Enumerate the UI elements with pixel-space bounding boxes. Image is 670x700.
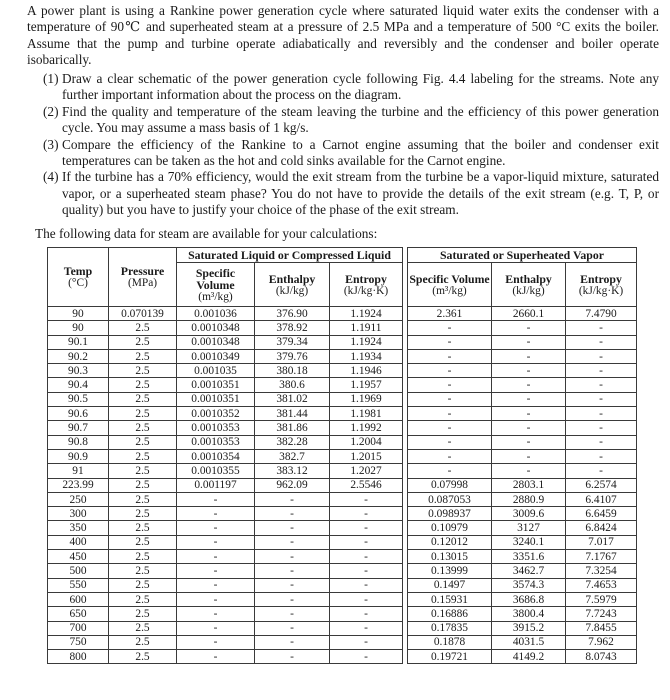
cell-liquid-volume: 0.0010349 <box>177 349 255 363</box>
cell-liquid-entropy: 1.2015 <box>330 449 403 463</box>
cell-vapor-volume: 0.098937 <box>408 507 492 521</box>
cell-vapor-volume: - <box>408 407 492 421</box>
cell-liquid-enthalpy: - <box>255 621 330 635</box>
cell-liquid-volume: - <box>177 564 255 578</box>
question-number: (2) <box>43 103 59 119</box>
cell-vapor-enthalpy: 4149.2 <box>492 650 566 664</box>
cell-liquid-enthalpy: - <box>255 521 330 535</box>
cell-liquid-enthalpy: - <box>255 492 330 506</box>
cell-pressure: 2.5 <box>109 421 177 435</box>
header-unit: (kJ/kg·K) <box>578 284 624 297</box>
cell-liquid-enthalpy: - <box>255 650 330 664</box>
cell-temp: 750 <box>48 635 109 649</box>
cell-temp: 450 <box>48 550 109 564</box>
table-body <box>48 307 637 664</box>
cell-liquid-volume: 0.0010353 <box>177 435 255 449</box>
cell-vapor-enthalpy: - <box>492 407 566 421</box>
cell-vapor-entropy: 6.8424 <box>566 521 637 535</box>
cell-pressure: 2.5 <box>109 407 177 421</box>
header-label: Pressure <box>120 264 165 278</box>
table-row <box>48 464 637 478</box>
cell-temp: 90.6 <box>48 407 109 421</box>
cell-vapor-enthalpy: - <box>492 349 566 363</box>
cell-pressure: 2.5 <box>109 349 177 363</box>
cell-liquid-volume: - <box>177 521 255 535</box>
cell-vapor-volume: - <box>408 392 492 406</box>
cell-vapor-volume: 0.07998 <box>408 478 492 492</box>
cell-liquid-entropy: - <box>330 578 403 592</box>
cell-liquid-entropy: - <box>330 535 403 549</box>
question-text: Compare the efficiency of the Rankine to a Carnot engine assuming that the boiler and condenser exit temperatures can be taken as the hot and cold sinks available for the Carnot engine. <box>62 136 659 169</box>
cell-vapor-enthalpy: - <box>492 464 566 478</box>
header-unit: (kJ/kg·K) <box>343 284 389 297</box>
header-label: Specific Volume <box>195 265 236 292</box>
table-row <box>48 321 637 335</box>
cell-pressure: 2.5 <box>109 507 177 521</box>
cell-pressure: 2.5 <box>109 550 177 564</box>
cell-temp: 223.99 <box>48 478 109 492</box>
cell-vapor-enthalpy: - <box>492 449 566 463</box>
cell-liquid-entropy: 1.2004 <box>330 435 403 449</box>
cell-liquid-enthalpy: - <box>255 592 330 606</box>
table-row <box>48 550 637 564</box>
cell-liquid-volume: - <box>177 492 255 506</box>
header-liquid-entropy <box>330 263 403 307</box>
header-label: Enthalpy <box>268 271 316 286</box>
cell-liquid-volume: 0.0010353 <box>177 421 255 435</box>
cell-vapor-entropy: 7.962 <box>566 635 637 649</box>
cell-liquid-entropy: 1.1969 <box>330 392 403 406</box>
cell-vapor-entropy: - <box>566 378 637 392</box>
cell-vapor-volume: 0.13015 <box>408 550 492 564</box>
cell-temp: 500 <box>48 564 109 578</box>
cell-vapor-entropy: 7.5979 <box>566 592 637 606</box>
cell-liquid-entropy: 1.1946 <box>330 364 403 378</box>
cell-liquid-volume: - <box>177 550 255 564</box>
cell-liquid-enthalpy: 380.18 <box>255 364 330 378</box>
cell-pressure: 2.5 <box>109 535 177 549</box>
cell-liquid-enthalpy: 962.09 <box>255 478 330 492</box>
cell-pressure: 2.5 <box>109 492 177 506</box>
cell-temp: 250 <box>48 492 109 506</box>
header-temp <box>48 248 109 307</box>
cell-liquid-entropy: - <box>330 635 403 649</box>
cell-liquid-enthalpy: 383.12 <box>255 464 330 478</box>
cell-liquid-enthalpy: 381.02 <box>255 392 330 406</box>
question-text: If the turbine has a 70% efficiency, would the exit stream from the turbine be a vapor-liquid mixture, saturated vapor, or a superheated steam phase? You do not have to provide the details of the exit stream (e.g. T, P, or quality) but you have to justify your choice of the phase of the exit stream. <box>62 169 659 218</box>
cell-temp: 550 <box>48 578 109 592</box>
cell-pressure: 2.5 <box>109 592 177 606</box>
table-row <box>48 392 637 406</box>
cell-vapor-entropy: - <box>566 335 637 349</box>
cell-liquid-enthalpy: 380.6 <box>255 378 330 392</box>
cell-temp: 90.7 <box>48 421 109 435</box>
cell-liquid-enthalpy: 382.28 <box>255 435 330 449</box>
cell-vapor-enthalpy: - <box>492 378 566 392</box>
cell-liquid-enthalpy: - <box>255 507 330 521</box>
cell-vapor-enthalpy: 2880.9 <box>492 492 566 506</box>
cell-pressure: 2.5 <box>109 607 177 621</box>
cell-vapor-entropy: - <box>566 392 637 406</box>
cell-temp: 90.3 <box>48 364 109 378</box>
table-row <box>48 307 637 321</box>
question-3 <box>43 137 659 170</box>
table-row <box>48 378 637 392</box>
cell-liquid-volume: - <box>177 635 255 649</box>
problem-intro: A power plant is using a Rankine power generation cycle where saturated liquid water exits the condenser with a temperature of 90℃ and superheated steam at a pressure of 2.5 MPa and a temperature of 500 °C exits the boiler. Assume that the pump and turbine operate adiabatically and reversibly and the condenser and boiler operate isobarically. <box>27 3 659 68</box>
cell-temp: 700 <box>48 621 109 635</box>
cell-vapor-volume: - <box>408 435 492 449</box>
cell-pressure: 0.070139 <box>109 307 177 321</box>
cell-liquid-volume: 0.0010355 <box>177 464 255 478</box>
cell-liquid-volume: - <box>177 578 255 592</box>
table-row <box>48 421 637 435</box>
table-row <box>48 621 637 635</box>
cell-vapor-entropy: - <box>566 364 637 378</box>
cell-temp: 90.1 <box>48 335 109 349</box>
cell-vapor-entropy: - <box>566 435 637 449</box>
cell-liquid-entropy: - <box>330 607 403 621</box>
cell-vapor-enthalpy: 3240.1 <box>492 535 566 549</box>
table-row <box>48 492 637 506</box>
cell-vapor-enthalpy: - <box>492 435 566 449</box>
cell-vapor-enthalpy: 3574.3 <box>492 578 566 592</box>
header-vapor-entropy <box>566 263 637 307</box>
table-row <box>48 478 637 492</box>
cell-pressure: 2.5 <box>109 464 177 478</box>
table-row <box>48 578 637 592</box>
cell-vapor-enthalpy: 2660.1 <box>492 307 566 321</box>
cell-liquid-entropy: 1.1957 <box>330 378 403 392</box>
cell-liquid-entropy: - <box>330 650 403 664</box>
cell-liquid-volume: 0.0010348 <box>177 321 255 335</box>
cell-liquid-entropy: 1.1911 <box>330 321 403 335</box>
cell-liquid-enthalpy: - <box>255 564 330 578</box>
header-label: Temp <box>63 264 93 278</box>
question-number: (4) <box>43 169 59 185</box>
cell-liquid-entropy: - <box>330 521 403 535</box>
question-number: (3) <box>43 136 59 152</box>
cell-pressure: 2.5 <box>109 521 177 535</box>
cell-vapor-volume: 0.17835 <box>408 621 492 635</box>
cell-vapor-volume: 0.15931 <box>408 592 492 606</box>
cell-vapor-entropy: - <box>566 449 637 463</box>
cell-liquid-volume: 0.0010351 <box>177 378 255 392</box>
cell-vapor-enthalpy: 3686.8 <box>492 592 566 606</box>
cell-vapor-enthalpy: - <box>492 321 566 335</box>
cell-vapor-entropy: 7.1767 <box>566 550 637 564</box>
cell-liquid-volume: - <box>177 507 255 521</box>
cell-vapor-volume: 2.361 <box>408 307 492 321</box>
cell-vapor-volume: - <box>408 335 492 349</box>
cell-liquid-enthalpy: - <box>255 607 330 621</box>
cell-liquid-volume: 0.0010348 <box>177 335 255 349</box>
table-row <box>48 521 637 535</box>
cell-liquid-volume: 0.001036 <box>177 307 255 321</box>
cell-vapor-enthalpy: - <box>492 421 566 435</box>
table-row <box>48 407 637 421</box>
cell-pressure: 2.5 <box>109 478 177 492</box>
table-row <box>48 635 637 649</box>
question-text: Draw a clear schematic of the power generation cycle following Fig. 4.4 labeling for the streams. Note any further important information about the process on the diagram. <box>62 71 659 103</box>
table-row <box>48 535 637 549</box>
header-unit: (kJ/kg) <box>512 284 545 297</box>
cell-liquid-volume: - <box>177 592 255 606</box>
cell-liquid-entropy: 1.2027 <box>330 464 403 478</box>
table-row <box>48 607 637 621</box>
cell-liquid-volume: 0.0010351 <box>177 392 255 406</box>
cell-liquid-entropy: 1.1992 <box>330 421 403 435</box>
cell-vapor-volume: 0.19721 <box>408 650 492 664</box>
cell-vapor-enthalpy: 4031.5 <box>492 635 566 649</box>
cell-pressure: 2.5 <box>109 435 177 449</box>
cell-pressure: 2.5 <box>109 335 177 349</box>
cell-temp: 90.8 <box>48 435 109 449</box>
question-text: Find the quality and temperature of the steam leaving the turbine and the efficiency of this power generation cycle. You may assume a mass basis of 1 kg/s. <box>62 103 659 136</box>
table-row <box>48 335 637 349</box>
cell-liquid-entropy: 1.1981 <box>330 407 403 421</box>
cell-temp: 300 <box>48 507 109 521</box>
cell-pressure: 2.5 <box>109 364 177 378</box>
cell-vapor-entropy: 7.8455 <box>566 621 637 635</box>
cell-liquid-entropy: - <box>330 621 403 635</box>
cell-temp: 90.2 <box>48 349 109 363</box>
question-list <box>43 71 659 219</box>
cell-liquid-volume: - <box>177 650 255 664</box>
cell-temp: 350 <box>48 521 109 535</box>
cell-temp: 90 <box>48 307 109 321</box>
cell-vapor-enthalpy: 2803.1 <box>492 478 566 492</box>
cell-liquid-enthalpy: 381.44 <box>255 407 330 421</box>
cell-vapor-volume: - <box>408 349 492 363</box>
cell-liquid-entropy: 2.5546 <box>330 478 403 492</box>
cell-vapor-volume: 0.1878 <box>408 635 492 649</box>
cell-liquid-volume: 0.001197 <box>177 478 255 492</box>
header-unit: (m³/kg) <box>198 290 233 303</box>
table-row <box>48 364 637 378</box>
header-unit: (MPa) <box>127 277 158 289</box>
header-unit: (m³/kg) <box>432 284 467 297</box>
cell-pressure: 2.5 <box>109 378 177 392</box>
header-unit: (°C) <box>68 277 88 289</box>
table-row <box>48 349 637 363</box>
cell-vapor-enthalpy: 3009.6 <box>492 507 566 521</box>
cell-vapor-entropy: 7.3254 <box>566 564 637 578</box>
cell-vapor-entropy: 7.7243 <box>566 607 637 621</box>
cell-vapor-volume: - <box>408 378 492 392</box>
cell-vapor-entropy: - <box>566 407 637 421</box>
cell-temp: 800 <box>48 650 109 664</box>
table-row <box>48 435 637 449</box>
cell-pressure: 2.5 <box>109 635 177 649</box>
cell-temp: 650 <box>48 607 109 621</box>
cell-liquid-volume: 0.001035 <box>177 364 255 378</box>
cell-liquid-entropy: 1.1934 <box>330 349 403 363</box>
cell-vapor-volume: - <box>408 449 492 463</box>
header-label: Entropy <box>345 271 387 286</box>
cell-liquid-enthalpy: - <box>255 535 330 549</box>
cell-liquid-enthalpy: 381.86 <box>255 421 330 435</box>
header-pressure <box>109 248 177 307</box>
cell-liquid-entropy: - <box>330 592 403 606</box>
cell-vapor-entropy: - <box>566 421 637 435</box>
cell-vapor-entropy: - <box>566 464 637 478</box>
cell-liquid-enthalpy: 379.34 <box>255 335 330 349</box>
cell-liquid-enthalpy: 376.90 <box>255 307 330 321</box>
cell-vapor-volume: 0.13999 <box>408 564 492 578</box>
cell-liquid-entropy: 1.1924 <box>330 307 403 321</box>
cell-vapor-enthalpy: 3800.4 <box>492 607 566 621</box>
cell-pressure: 2.5 <box>109 564 177 578</box>
cell-vapor-volume: 0.16886 <box>408 607 492 621</box>
cell-vapor-enthalpy: - <box>492 364 566 378</box>
cell-vapor-entropy: 7.4790 <box>566 307 637 321</box>
header-liquid-enthalpy <box>255 263 330 307</box>
cell-vapor-entropy: 7.017 <box>566 535 637 549</box>
header-label: Specific Volume <box>409 271 490 286</box>
cell-vapor-volume: 0.10979 <box>408 521 492 535</box>
cell-temp: 90.4 <box>48 378 109 392</box>
header-unit: (kJ/kg) <box>275 284 309 297</box>
cell-vapor-enthalpy: 3351.6 <box>492 550 566 564</box>
cell-vapor-volume: - <box>408 321 492 335</box>
cell-pressure: 2.5 <box>109 578 177 592</box>
cell-vapor-volume: 0.1497 <box>408 578 492 592</box>
cell-vapor-entropy: 6.2574 <box>566 478 637 492</box>
cell-vapor-entropy: 6.6459 <box>566 507 637 521</box>
cell-vapor-volume: - <box>408 364 492 378</box>
group-header-liquid: Saturated Liquid or Compressed Liquid <box>177 248 403 263</box>
cell-liquid-volume: 0.0010354 <box>177 449 255 463</box>
cell-temp: 90.5 <box>48 392 109 406</box>
cell-liquid-volume: 0.0010352 <box>177 407 255 421</box>
cell-pressure: 2.5 <box>109 449 177 463</box>
cell-temp: 90 <box>48 321 109 335</box>
cell-temp: 400 <box>48 535 109 549</box>
cell-liquid-entropy: - <box>330 492 403 506</box>
question-4 <box>43 169 659 218</box>
cell-pressure: 2.5 <box>109 621 177 635</box>
cell-vapor-enthalpy: - <box>492 335 566 349</box>
cell-liquid-enthalpy: - <box>255 550 330 564</box>
cell-liquid-volume: - <box>177 535 255 549</box>
header-vapor-volume <box>408 263 492 307</box>
cell-liquid-volume: - <box>177 621 255 635</box>
cell-liquid-enthalpy: 378.92 <box>255 321 330 335</box>
cell-liquid-entropy: - <box>330 507 403 521</box>
question-2 <box>43 104 659 137</box>
cell-vapor-enthalpy: 3915.2 <box>492 621 566 635</box>
cell-pressure: 2.5 <box>109 321 177 335</box>
cell-vapor-entropy: 8.0743 <box>566 650 637 664</box>
cell-vapor-volume: - <box>408 421 492 435</box>
header-label: Entropy <box>580 271 622 286</box>
group-header-vapor: Saturated or Superheated Vapor <box>408 248 637 263</box>
cell-vapor-entropy: - <box>566 349 637 363</box>
cell-liquid-enthalpy: 379.76 <box>255 349 330 363</box>
question-1 <box>43 71 659 104</box>
cell-temp: 600 <box>48 592 109 606</box>
header-label: Enthalpy <box>505 271 552 286</box>
cell-liquid-enthalpy: 382.7 <box>255 449 330 463</box>
cell-vapor-enthalpy: 3127 <box>492 521 566 535</box>
cell-temp: 91 <box>48 464 109 478</box>
cell-vapor-entropy: - <box>566 321 637 335</box>
cell-liquid-enthalpy: - <box>255 578 330 592</box>
cell-pressure: 2.5 <box>109 392 177 406</box>
cell-vapor-enthalpy: 3462.7 <box>492 564 566 578</box>
cell-vapor-entropy: 6.4107 <box>566 492 637 506</box>
cell-liquid-volume: - <box>177 607 255 621</box>
table-row <box>48 449 637 463</box>
cell-vapor-volume: 0.12012 <box>408 535 492 549</box>
table-row <box>48 592 637 606</box>
header-liquid-volume <box>177 263 255 307</box>
cell-vapor-entropy: 7.4653 <box>566 578 637 592</box>
cell-liquid-entropy: 1.1924 <box>330 335 403 349</box>
cell-liquid-enthalpy: - <box>255 635 330 649</box>
table-row <box>48 564 637 578</box>
steam-data-table <box>47 247 637 664</box>
cell-vapor-volume: - <box>408 464 492 478</box>
table-caption: The following data for steam are available for your calculations: <box>35 226 378 241</box>
cell-temp: 90.9 <box>48 449 109 463</box>
cell-liquid-entropy: - <box>330 550 403 564</box>
cell-pressure: 2.5 <box>109 650 177 664</box>
table-row <box>48 507 637 521</box>
cell-vapor-volume: 0.087053 <box>408 492 492 506</box>
question-number: (1) <box>43 71 59 86</box>
header-vapor-enthalpy <box>492 263 566 307</box>
cell-liquid-entropy: - <box>330 564 403 578</box>
table-row <box>48 650 637 664</box>
cell-vapor-enthalpy: - <box>492 392 566 406</box>
